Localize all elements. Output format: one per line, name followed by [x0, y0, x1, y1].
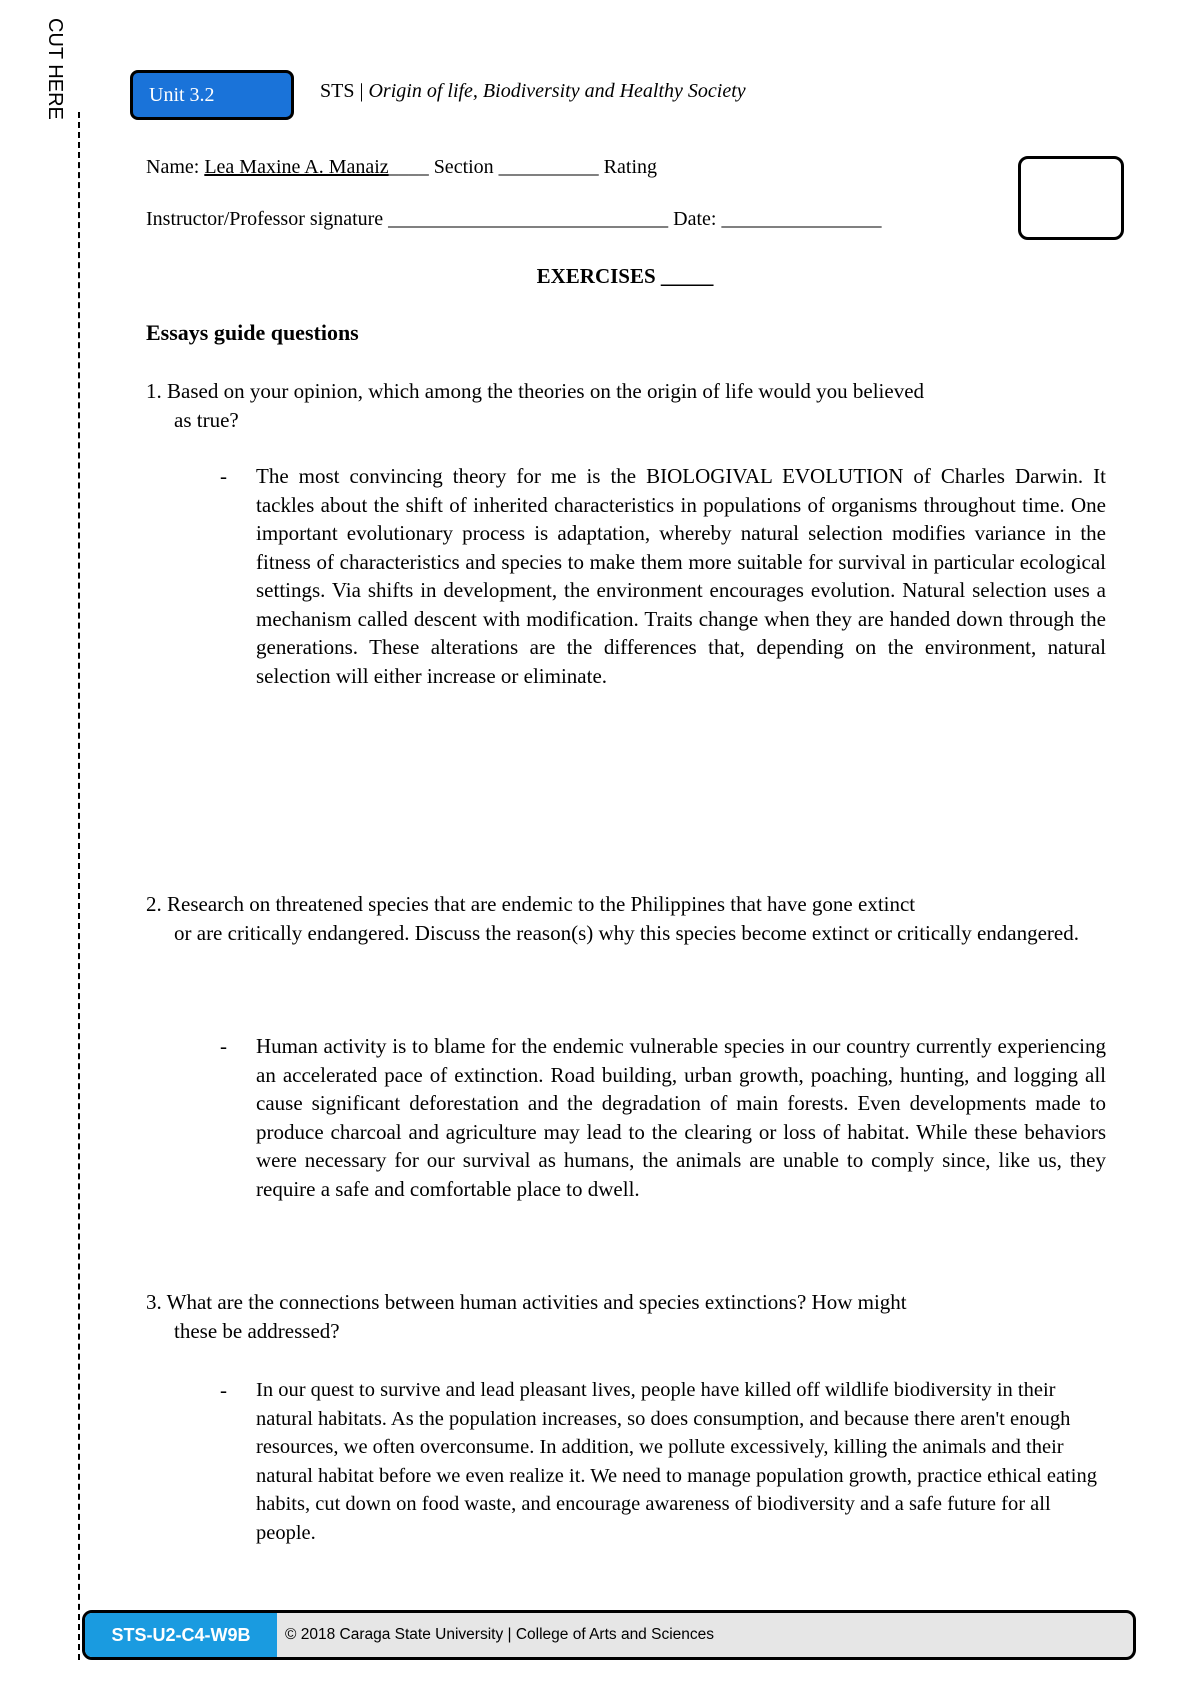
question-text: What are the connections between human activities and species extinctions? How might [161, 1290, 907, 1314]
signature-line: Instructor/Professor signature ____________________________ Date: ________________ [146, 208, 882, 230]
question-text: Research on threatened species that are endemic to the Philippines that have gone extinct [161, 892, 916, 916]
answer-text: The most convincing theory for me is the BIOLOGIVAL EVOLUTION of Charles Darwin. It tackles about the shift of inherited characteristics in populations of organisms throughout time. One important evolutionary process is adaptation, whereby natural selection modifies variance in the fitness of characteristics and species to make them more suitable for survival in particular ecological settings. Via shifts in development, the environment encourages evolution. Natural selection uses a mechanism called descent with modification. Traits change when they are handed down through the generations. These alterations are the differences that, depending on the environment, natural selection will either increase or eliminate. [256, 464, 1106, 688]
topic-title: Origin of life, Biodiversity and Healthy Society [368, 80, 746, 102]
answer-dash: - [220, 464, 227, 488]
header-separator: | [354, 80, 369, 102]
rating-box [1018, 156, 1124, 240]
question-1 [146, 377, 1106, 434]
cut-line [78, 112, 80, 1660]
question-text-cont: as true? [174, 407, 239, 432]
name-label: Name: [146, 156, 205, 178]
course-label: STS [320, 80, 355, 102]
module-code: STS-U2-C4-W9B [85, 1613, 277, 1657]
question-text-cont: these be addressed? [174, 1318, 340, 1343]
copyright-text: © 2018 Caraga State University | College of Arts and Sciences [285, 1626, 715, 1643]
question-number: 3. [146, 1290, 162, 1314]
section-rating-label: Section __________ Rating [428, 156, 658, 178]
question-number: 1. [146, 379, 162, 403]
name-trail: ____ [388, 156, 429, 178]
page-footer [82, 1610, 1136, 1660]
answer-text: In our quest to survive and lead pleasant lives, people have killed off wildlife biodiversity in their natural habitats. As the population increases, so does consumption, and because there aren't enough resources, we often overconsume. In addition, we pollute excessively, killing the animals and their natural habitat before we even realize it. We need to manage population growth, practice ethical eating habits, cut down on food waste, and encourage awareness of biodiversity and a safe future for all people. [256, 1379, 1097, 1544]
question-3 [146, 1288, 1106, 1345]
exercises-title: EXERCISES _____ [536, 264, 714, 288]
name-line [146, 156, 657, 179]
cut-here-label: CUT HERE [44, 18, 66, 120]
answer-3 [220, 1376, 1106, 1547]
answer-dash: - [220, 1378, 227, 1402]
answer-2 [220, 1032, 1106, 1203]
name-value: Lea Maxine A. Manaiz [204, 156, 389, 178]
answer-dash: - [220, 1034, 227, 1058]
page-header [320, 80, 746, 103]
question-text-cont: or are critically endangered. Discuss the reason(s) why this species become extinct or critically endangered. [174, 920, 1079, 945]
question-2 [146, 890, 1106, 947]
answer-text: Human activity is to blame for the endemic vulnerable species in our country currently experiencing an accelerated pace of extinction. Road building, urban growth, poaching, hunting, and logging all cause significant deforestation and the degradation of main forests. Even developments made to produce charcoal and agriculture may lead to the clearing or loss of habitat. While these behaviors were necessary for our survival as humans, the animals are unable to comply since, like us, they require a safe and comfortable place to dwell. [256, 1034, 1106, 1201]
essays-heading: Essays guide questions [146, 320, 359, 345]
unit-badge: Unit 3.2 [130, 70, 294, 120]
question-text: Based on your opinion, which among the theories on the origin of life would you believed [161, 379, 925, 403]
question-number: 2. [146, 892, 162, 916]
answer-1 [220, 462, 1106, 690]
